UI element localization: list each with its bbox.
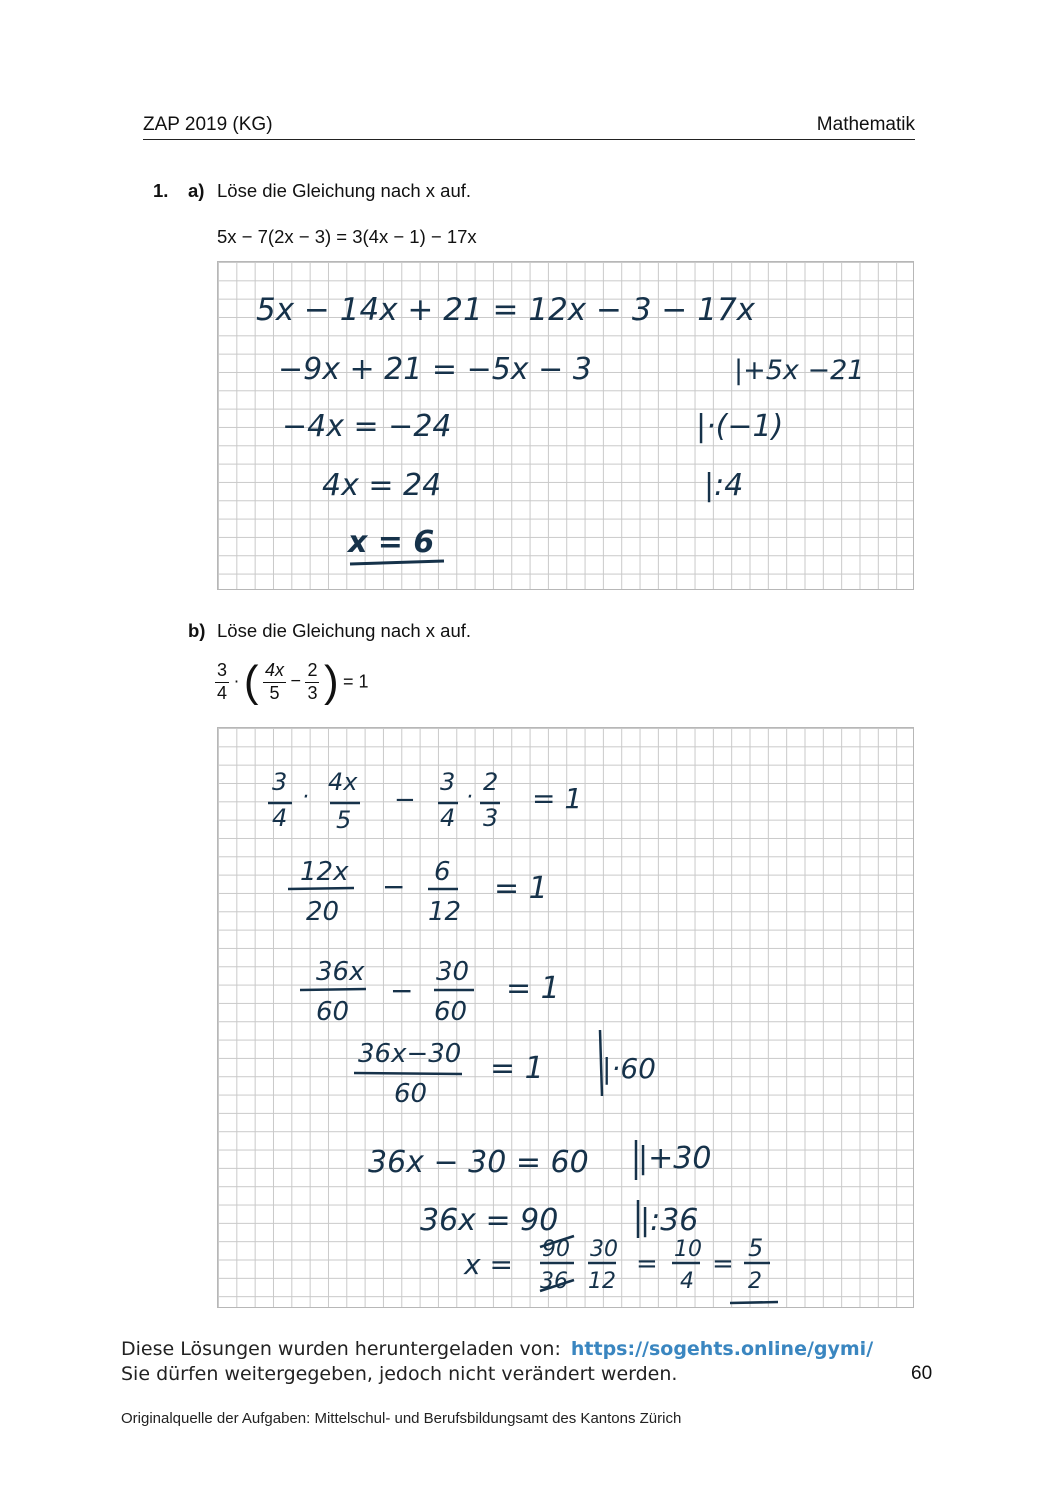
part-b-instruction: Löse die Gleichung nach x auf. bbox=[217, 620, 472, 641]
part-a-equation: 5x − 7(2x − 3) = 3(4x − 1) − 17x bbox=[217, 226, 477, 247]
hw-b-l2-rhs: = 1 bbox=[494, 871, 548, 906]
header-subject: Mathematik bbox=[816, 114, 915, 135]
hw-b-l7-eq3: = bbox=[712, 1249, 734, 1279]
header-divider bbox=[143, 139, 915, 140]
part-b-equation: $\frac{3}{4}$ · ( $\frac{4x}{5}$ − $\frac{2}{3}$ ) = 1 bbox=[217, 657, 369, 707]
solution-grid-a bbox=[217, 261, 914, 590]
footer-source: Originalquelle der Aufgaben: Mittelschul- und Berufsbildungsamt des Kantons Zürich bbox=[121, 1410, 682, 1427]
hw-b-l6: 36x = 90 bbox=[420, 1203, 559, 1238]
hw-b-l1-d-den: 3 bbox=[483, 804, 499, 832]
hw-b-l7-eq2: = bbox=[636, 1249, 658, 1279]
hw-b-l3-a-num: 36x bbox=[316, 957, 365, 987]
result-underline-a bbox=[350, 561, 444, 564]
hw-b-l7-f1-den: 36 bbox=[540, 1269, 568, 1294]
hw-b-l7-x: x = bbox=[464, 1248, 513, 1281]
hw-a-result: x = 6 bbox=[348, 525, 435, 560]
hw-a-line4: 4x = 24 bbox=[322, 468, 442, 503]
hw-b-l1-rhs: = 1 bbox=[532, 782, 583, 815]
hw-b-l2-b-den: 12 bbox=[428, 897, 462, 927]
hw-b-l4-den: 60 bbox=[394, 1079, 428, 1109]
hw-b-l3-b-num: 30 bbox=[436, 957, 470, 987]
hw-b-l7-f2-den: 12 bbox=[588, 1269, 616, 1294]
hw-a-line1: 5x − 14x + 21 = 12x − 3 − 17x bbox=[256, 292, 756, 328]
handwriting-b bbox=[218, 728, 915, 1309]
hw-b-l1-c-den: 4 bbox=[440, 804, 456, 832]
part-a-label: a) bbox=[188, 180, 205, 201]
hw-a-op2: |·(−1) bbox=[696, 409, 784, 444]
part-b-label: b) bbox=[188, 620, 206, 641]
hw-b-l3-rhs: = 1 bbox=[506, 971, 560, 1006]
hw-b-l2-minus: − bbox=[382, 870, 406, 903]
hw-b-l2-a-num: 12x bbox=[300, 857, 349, 887]
hw-b-l7-f3-den: 4 bbox=[680, 1269, 694, 1294]
hw-b-l4-num: 36x−30 bbox=[358, 1039, 462, 1069]
hw-b-l7-f4-den: 2 bbox=[748, 1269, 762, 1294]
footer-download-note bbox=[121, 1338, 873, 1360]
hw-b-l5-op: |+30 bbox=[638, 1141, 712, 1176]
hw-b-l1-b-den: 5 bbox=[336, 806, 352, 834]
hw-b-l1-a-num: 3 bbox=[272, 768, 288, 796]
hw-b-l7-f2-num: 30 bbox=[590, 1237, 618, 1262]
hw-b-l4-rhs: = 1 bbox=[490, 1051, 544, 1086]
footer-download-text: Diese Lösungen wurden heruntergeladen von: bbox=[121, 1338, 561, 1360]
task-number: 1. bbox=[153, 180, 169, 201]
eq-fraction-2: $\frac{4x}{5}$ bbox=[265, 660, 285, 703]
hw-b-l3-b-den: 60 bbox=[434, 997, 468, 1027]
handwriting-a bbox=[218, 262, 915, 591]
hw-b-l1-minus: − bbox=[394, 785, 416, 815]
hw-b-l1-dot: · bbox=[302, 785, 309, 810]
hw-b-l5: 36x − 30 = 60 bbox=[368, 1145, 589, 1180]
hw-b-l7-f3-num: 10 bbox=[674, 1237, 702, 1262]
solution-grid-b bbox=[217, 727, 914, 1308]
hw-a-op1: |+5x −21 bbox=[734, 355, 865, 386]
hw-a-line3: −4x = −24 bbox=[282, 409, 452, 444]
header-title: ZAP 2019 (KG) bbox=[143, 114, 273, 135]
hw-b-l3-a-den: 60 bbox=[316, 997, 350, 1027]
hw-a-op3: |:4 bbox=[704, 468, 744, 503]
eq-fraction-1: $\frac{3}{4}$ bbox=[217, 660, 228, 703]
footer-link[interactable]: https://sogehts.online/gymi/ bbox=[570, 1338, 874, 1360]
hw-b-l2-b-num: 6 bbox=[434, 857, 451, 887]
hw-b-l7-f1-num: 90 bbox=[542, 1237, 570, 1262]
eq-fraction-3: $\frac{2}{3}$ bbox=[307, 660, 318, 703]
hw-a-line2: −9x + 21 = −5x − 3 bbox=[278, 352, 592, 387]
hw-b-l3-minus: − bbox=[390, 974, 414, 1007]
hw-b-l6-op: |:36 bbox=[640, 1203, 699, 1238]
hw-b-l2-a-den: 20 bbox=[306, 897, 340, 927]
hw-b-l1-d-num: 2 bbox=[483, 768, 499, 796]
page-number: 60 bbox=[911, 1363, 933, 1384]
hw-b-l1-b-num: 4x bbox=[328, 768, 358, 796]
footer-license-note: Sie dürfen weitergegeben, jedoch nicht verändert werden. bbox=[121, 1363, 678, 1385]
hw-b-l1-a-den: 4 bbox=[272, 804, 288, 832]
hw-b-l1-dot2: · bbox=[466, 785, 473, 810]
hw-b-l4-op: |·60 bbox=[602, 1052, 656, 1085]
part-a-instruction: Löse die Gleichung nach x auf. bbox=[217, 180, 472, 201]
hw-b-l1-c-num: 3 bbox=[440, 768, 456, 796]
hw-b-l7-f4-num: 5 bbox=[748, 1234, 764, 1262]
